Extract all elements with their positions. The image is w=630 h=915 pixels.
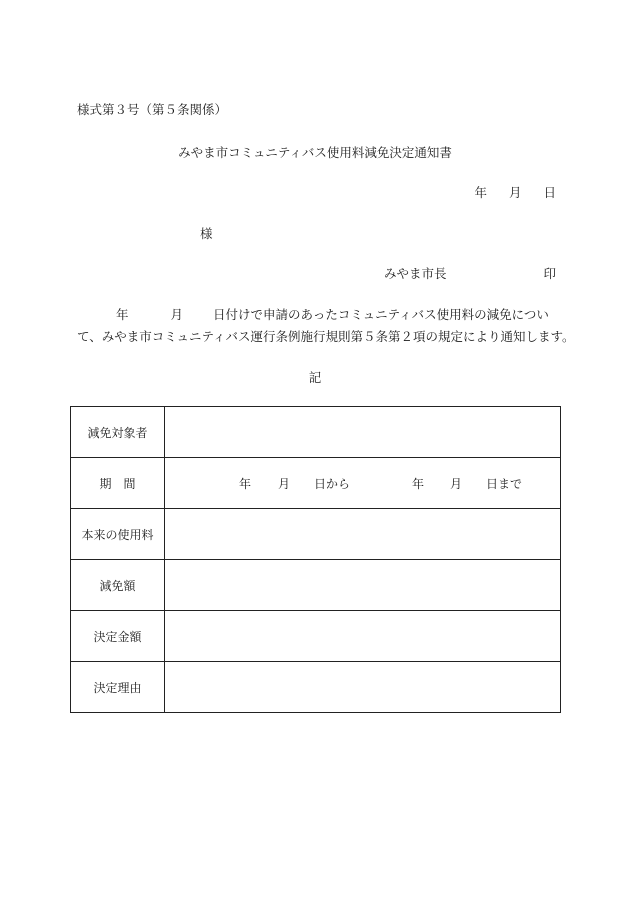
target-person-field[interactable] xyxy=(165,407,561,458)
original-fee-field[interactable] xyxy=(165,509,561,560)
period-field[interactable] xyxy=(165,458,561,509)
table-row xyxy=(71,560,561,611)
row-label: 本来の使用料 xyxy=(71,509,165,560)
date-day: 日 xyxy=(543,185,556,200)
body-text-line-2: て、みやま市コミュニティバス運行条例施行規則第５条第２項の規定により通知します。 xyxy=(77,329,575,344)
table-row xyxy=(71,611,561,662)
row-label: 決定金額 xyxy=(71,611,165,662)
period-month-end: 月 xyxy=(450,476,463,491)
ki-heading: 記 xyxy=(308,370,322,385)
row-label: 減免対象者 xyxy=(71,407,165,458)
table-row xyxy=(71,509,561,560)
date-month: 月 xyxy=(508,185,522,200)
decision-reason-field[interactable] xyxy=(165,662,561,713)
document-title: みやま市コミュニティバス使用料減免決定通知書 xyxy=(178,145,452,160)
body-rest: 日付けで申請のあったコミュニティバス使用料の減免につい xyxy=(213,307,549,322)
period-year-end: 年 xyxy=(412,476,425,491)
issue-date xyxy=(474,183,556,201)
table-row xyxy=(71,407,561,458)
addressee-suffix: 様 xyxy=(200,226,213,241)
issuer-name: みやま市長 xyxy=(384,266,447,281)
row-label: 期 間 xyxy=(71,458,165,509)
decided-amount-field[interactable] xyxy=(165,611,561,662)
body-month: 月 xyxy=(170,307,184,322)
body-text-line-1 xyxy=(116,305,549,323)
date-year: 年 xyxy=(474,185,487,200)
table-row xyxy=(71,662,561,713)
decision-table xyxy=(70,406,561,713)
period-month-start: 月 xyxy=(278,476,291,491)
form-number: 様式第３号（第５条関係） xyxy=(77,102,228,117)
period-day-end: 日まで xyxy=(486,476,523,491)
period-year-start: 年 xyxy=(239,476,252,491)
reduction-amount-field[interactable] xyxy=(165,560,561,611)
body-year: 年 xyxy=(116,307,129,322)
row-label: 決定理由 xyxy=(71,662,165,713)
period-day-start: 日から xyxy=(314,476,351,491)
seal-mark: 印 xyxy=(543,266,556,281)
row-label: 減免額 xyxy=(71,560,165,611)
table-row xyxy=(71,458,561,509)
